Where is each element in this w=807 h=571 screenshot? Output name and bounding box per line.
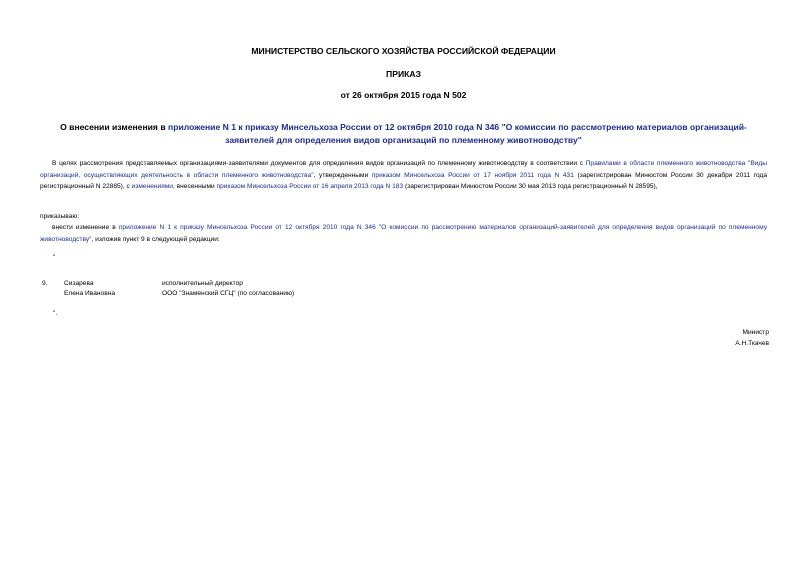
preamble-text-1: В целях рассмотрения представляемых организациями-заявителями документов для определения видов организаций по племенному животноводству в соответствии с [52, 160, 586, 167]
quote-close: ". [53, 310, 58, 317]
order-subject [40, 121, 767, 147]
order-date: от 26 октября 2015 года N 502 [340, 90, 467, 100]
order-label: ПРИКАЗ [386, 69, 421, 79]
signer-title: Министр [742, 329, 769, 336]
member-given-names: Елена Ивановна [64, 290, 116, 297]
member-surname: Сизарева [64, 280, 94, 287]
amendment-text-1: внести изменение в [52, 224, 119, 231]
appendix-link[interactable]: приложение N 1 к приказу Минсельхоза России от 12 октября 2010 года N 346 "О комиссии по рассмотрению материалов организаций-заявителей для определения видов организаций по племенному животноводству" [40, 224, 767, 243]
preamble-paragraph [40, 158, 767, 193]
subject-link[interactable]: приложение N 1 к приказу Минсельхоза России от 12 октября 2010 года N 346 "О комиссии по рассмотрению материалов организаций-заявителей для определения видов организаций по племенному животноводству" [168, 122, 747, 145]
rules-link[interactable]: Правилами в области племенного животноводства "Виды организаций, осуществляющих деятельность в области племенного животноводства" [40, 160, 767, 179]
preamble-text-5: (зарегистрирован Минюстом России 30 мая 2013 года регистрационный N 28595), [403, 183, 658, 190]
item-number: 9. [42, 280, 48, 287]
ministry-heading: МИНИСТЕРСТВО СЕЛЬСКОГО ХОЗЯЙСТВА РОССИЙСКОЙ ФЕДЕРАЦИИ [251, 46, 556, 56]
order-431-link[interactable]: приказом Минсельхоза России от 17 ноября 2011 года N 431 [371, 171, 574, 179]
changes-link[interactable]: изменениями [131, 183, 173, 190]
member-organization: ООО "Знаменский СГЦ" (по согласованию) [162, 290, 295, 297]
subject-prefix: О внесении изменения в [60, 122, 169, 132]
member-position: исполнительный директор [162, 280, 243, 287]
amendment-text-2: , изложив пункт 9 в следующей редакции: [91, 235, 220, 243]
preamble-text-3: (зарегистрирован Минюстом России 30 декабря 2011 года регистрационный N 22885), с [40, 171, 767, 190]
amendment-paragraph [40, 222, 767, 245]
order-183-link[interactable]: приказом Минсельхоза России от 16 апреля 2013 года N 183 [216, 183, 404, 190]
signer-name: А.Н.Ткачев [735, 340, 769, 347]
quote-open: " [53, 254, 56, 261]
preamble-text-2: , утвержденными [313, 171, 372, 179]
preamble-text-4: , внесенными [172, 183, 217, 190]
decree-word: приказываю: [40, 213, 80, 220]
